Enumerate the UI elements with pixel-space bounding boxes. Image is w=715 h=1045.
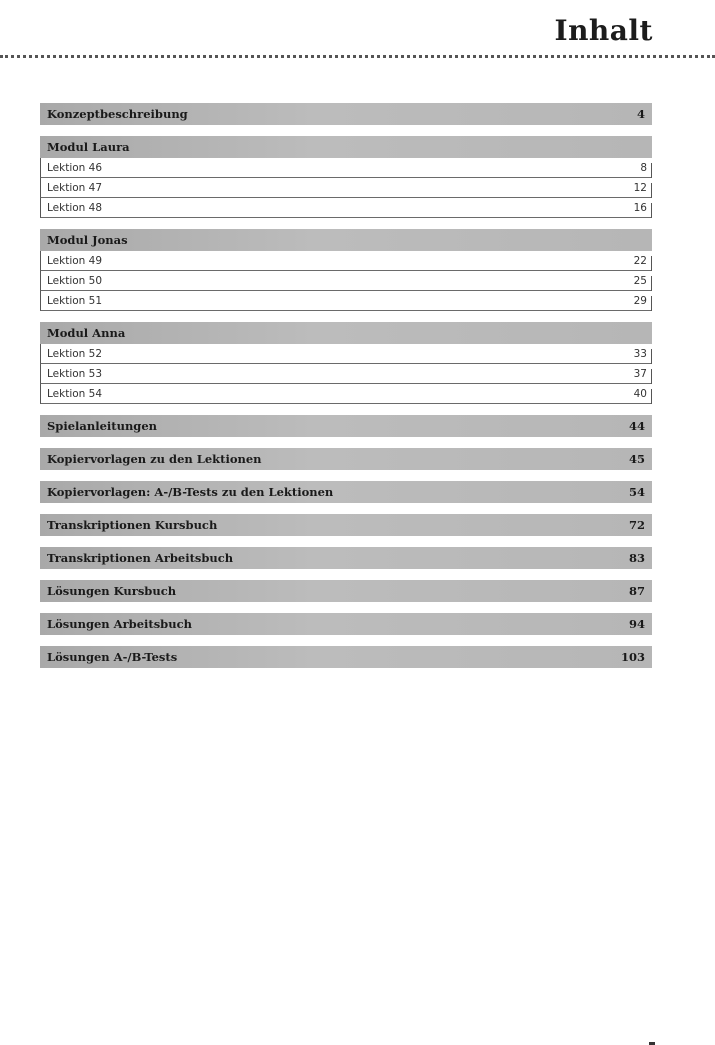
toc-module-label: Modul Laura bbox=[47, 140, 130, 154]
toc-module-label: Modul Jonas bbox=[47, 233, 128, 247]
toc-lesson-label: Lektion 54 bbox=[47, 387, 103, 400]
toc-module-header[interactable] bbox=[40, 136, 652, 158]
toc-chapter-label: Konzeptbeschreibung bbox=[47, 107, 188, 121]
table-of-contents bbox=[40, 103, 652, 679]
toc-lesson-page: 16 bbox=[633, 201, 647, 214]
toc-chapter-entry[interactable] bbox=[40, 547, 652, 569]
toc-chapter-page: 103 bbox=[620, 650, 645, 664]
toc-chapter-page: 54 bbox=[628, 485, 645, 499]
toc-lesson-label: Lektion 47 bbox=[47, 181, 103, 194]
toc-lesson-entry[interactable] bbox=[40, 251, 652, 271]
toc-chapter-page: 94 bbox=[628, 617, 645, 631]
toc-lesson-row bbox=[40, 178, 652, 198]
toc-lesson-page: 25 bbox=[633, 274, 647, 287]
toc-lesson-label: Lektion 49 bbox=[47, 254, 103, 267]
toc-chapter-entry[interactable] bbox=[40, 646, 652, 668]
toc-chapter-label: Lösungen Arbeitsbuch bbox=[47, 617, 192, 631]
toc-lesson-row bbox=[40, 271, 652, 291]
toc-chapter-page: 87 bbox=[628, 584, 645, 598]
toc-chapter-entry[interactable] bbox=[40, 448, 652, 470]
toc-lesson-page: 12 bbox=[633, 181, 647, 194]
toc-chapter-page: 83 bbox=[628, 551, 645, 565]
toc-lesson-entry[interactable] bbox=[40, 178, 652, 198]
toc-chapter-page: 45 bbox=[628, 452, 645, 466]
toc-lesson-entry[interactable] bbox=[40, 344, 652, 364]
toc-lesson-label: Lektion 48 bbox=[47, 201, 103, 214]
toc-lesson-entry[interactable] bbox=[40, 291, 652, 311]
toc-module-header[interactable] bbox=[40, 322, 652, 344]
toc-lesson-entry[interactable] bbox=[40, 158, 652, 178]
toc-lesson-row bbox=[40, 198, 652, 218]
toc-lesson-entry[interactable] bbox=[40, 364, 652, 384]
toc-chapter-label: Lösungen Kursbuch bbox=[47, 584, 177, 598]
toc-lesson-page: 37 bbox=[633, 367, 647, 380]
toc-lesson-row bbox=[40, 364, 652, 384]
toc-chapter-entry[interactable] bbox=[40, 514, 652, 536]
toc-chapter-entry[interactable] bbox=[40, 103, 652, 125]
toc-lesson-label: Lektion 51 bbox=[47, 294, 103, 307]
toc-lesson-page: 8 bbox=[640, 161, 647, 174]
toc-lesson-row bbox=[40, 384, 652, 404]
toc-lesson-label: Lektion 46 bbox=[47, 161, 103, 174]
toc-lesson-entry[interactable] bbox=[40, 384, 652, 404]
toc-lesson-row bbox=[40, 251, 652, 271]
toc-module-section bbox=[40, 322, 652, 404]
toc-chapter-label: Transkriptionen Arbeitsbuch bbox=[47, 551, 234, 565]
toc-lesson-row bbox=[40, 291, 652, 311]
toc-chapter-entry[interactable] bbox=[40, 580, 652, 602]
toc-chapter-label: Lösungen A-/B-Tests bbox=[47, 650, 178, 664]
toc-lesson-page: 33 bbox=[633, 347, 647, 360]
toc-chapter-page: 44 bbox=[628, 419, 645, 433]
page-title: Inhalt bbox=[554, 14, 653, 47]
toc-module-section bbox=[40, 229, 652, 311]
toc-chapter-page: 4 bbox=[636, 107, 645, 121]
toc-chapter-entry[interactable] bbox=[40, 481, 652, 503]
toc-lesson-entry[interactable] bbox=[40, 271, 652, 291]
dotted-divider bbox=[0, 55, 715, 58]
toc-chapter-label: Kopiervorlagen zu den Lektionen bbox=[47, 452, 262, 466]
toc-lesson-page: 40 bbox=[633, 387, 647, 400]
toc-module-section bbox=[40, 136, 652, 218]
toc-lesson-row bbox=[40, 158, 652, 178]
toc-chapter-entry[interactable] bbox=[40, 415, 652, 437]
toc-lesson-row bbox=[40, 344, 652, 364]
toc-chapter-label: Transkriptionen Kursbuch bbox=[47, 518, 218, 532]
toc-chapter-entry[interactable] bbox=[40, 613, 652, 635]
toc-chapter-label: Spielanleitungen bbox=[47, 419, 158, 433]
toc-module-header[interactable] bbox=[40, 229, 652, 251]
toc-lesson-page: 22 bbox=[633, 254, 647, 267]
toc-module-label: Modul Anna bbox=[47, 326, 126, 340]
toc-lesson-label: Lektion 50 bbox=[47, 274, 103, 287]
toc-lesson-label: Lektion 53 bbox=[47, 367, 103, 380]
toc-lesson-entry[interactable] bbox=[40, 198, 652, 218]
toc-lesson-page: 29 bbox=[633, 294, 647, 307]
toc-lesson-label: Lektion 52 bbox=[47, 347, 103, 360]
toc-chapter-page: 72 bbox=[628, 518, 645, 532]
toc-chapter-label: Kopiervorlagen: A-/B-Tests zu den Lektionen bbox=[47, 485, 334, 499]
